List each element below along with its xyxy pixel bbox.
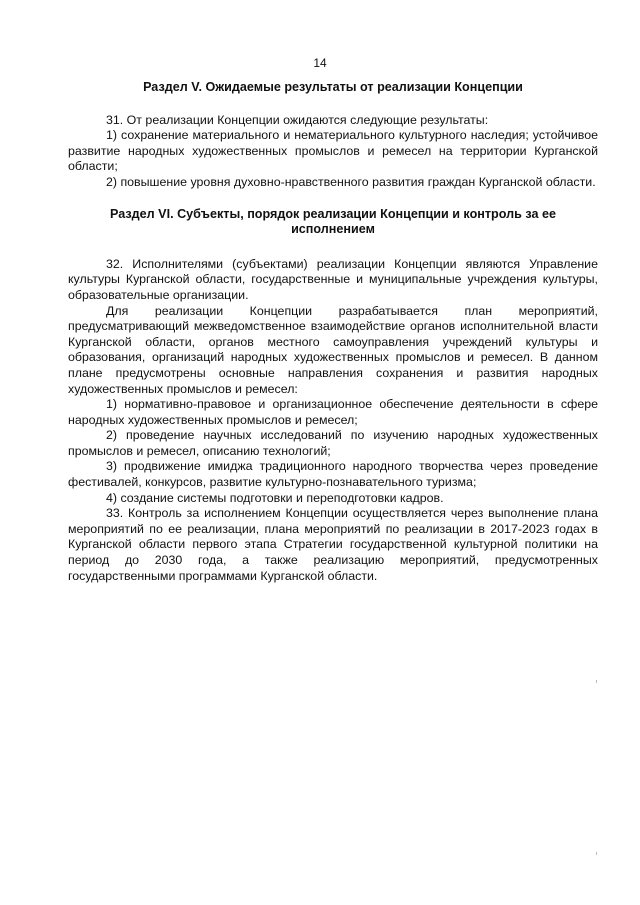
paragraph-33: 33. Контроль за исполнением Концепции осуществляется через выполнение плана мероприятий по ее реализации, плана мероприятий по реализации в 2017-2023 годах в Курганской области первого этапа Стратегии государственной культурной политики на период до 2030 года, а также реализацию мероприятий, предусмотренных государственными программами Курганской области.	[68, 506, 598, 583]
paragraph-plan: Для реализации Концепции разрабатывается план мероприятий, предусматривающий межведомственное взаимодействие органов исполнительной власти Курганской области, органов местного самоуправления учреждений культуры и образования, организаций народных художественных промыслов и ремесел. В данном плане предусмотрены основные направления сохранения и развития народных художественных промыслов и ремесел:	[68, 303, 598, 396]
paragraph-31: 31. От реализации Концепции ожидаются следующие результаты:	[106, 112, 489, 127]
section-v-title: Раздел V. Ожидаемые результаты от реализации Концепции	[143, 80, 523, 94]
scan-speck	[596, 680, 597, 683]
scan-speck	[596, 852, 597, 855]
document-body	[68, 80, 598, 584]
list-item-3-promotion: 3) продвижение имиджа традиционного народного творчества через проведение фестивалей, конкурсов, развитие культурно-познавательного туризма;	[68, 459, 598, 490]
list-item-4-training: 4) создание системы подготовки и переподготовки кадров.	[106, 490, 444, 505]
list-item-2-research: 2) проведение научных исследований по изучению народных художественных промыслов и ремесел, описанию технологий;	[68, 428, 598, 458]
section-vi-title: Раздел VI. Субъекты, порядок реализации Концепции и контроль за ее исполнением	[110, 206, 556, 237]
paragraph-32: 32. Исполнителями (субъектами) реализации Концепции являются Управление культуры Курганской области, государственные и муниципальные учреждения культуры, образовательные организации.	[68, 256, 598, 302]
section-v	[68, 80, 598, 191]
page-number: 14	[313, 56, 327, 70]
section-vi	[68, 207, 598, 585]
list-item-2-development: 2) повышение уровня духовно-нравственного развития граждан Курганской области.	[106, 174, 596, 189]
list-item-1-heritage: 1) сохранение материального и нематериального культурного наследия; устойчивое развитие народных художественных промыслов и ремесел на территории Курганской области;	[68, 128, 598, 174]
list-item-1-normative: 1) нормативно-правовое и организационное обеспечение деятельности в сфере народных художественных промыслов и ремесел;	[68, 397, 598, 427]
